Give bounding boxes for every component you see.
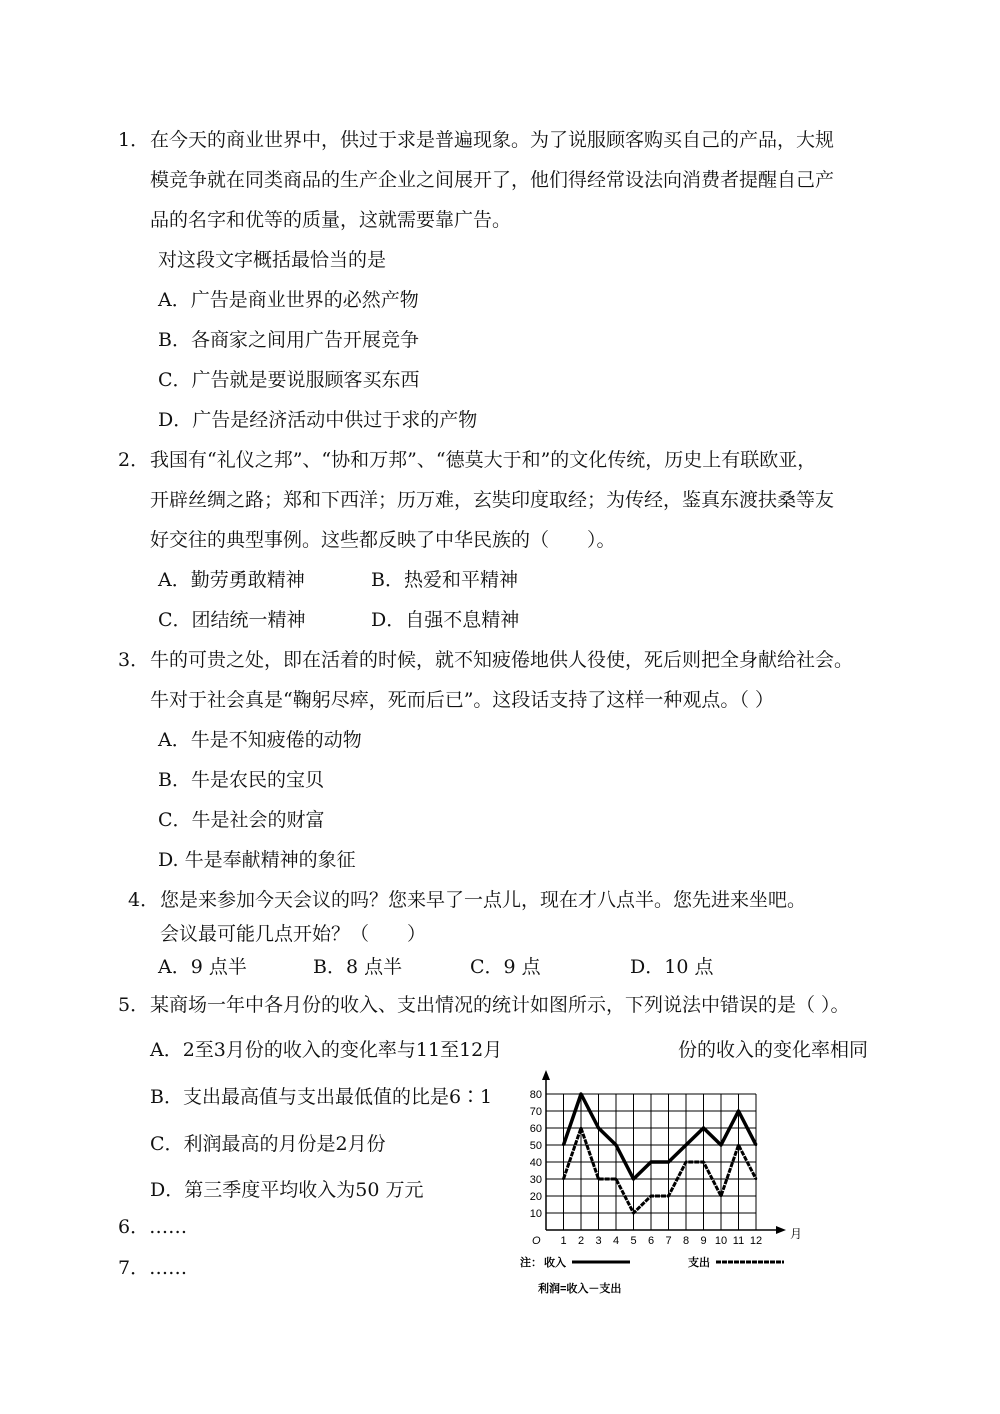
y-tick-label: 70 [529, 1106, 542, 1118]
q5-option-a-right: 份的收入的变化率相同 [678, 1039, 869, 1061]
q2-line-2: 开辟丝绸之路；郑和下西洋；历万难，玄奘印度取经；为传经，鉴真东渡扶桑等友 [150, 489, 835, 511]
y-axis-arrow [542, 1070, 550, 1080]
income-expense-chart [520, 1040, 820, 1300]
q4-option-b: B．8 点半 [313, 956, 403, 978]
legend-income-label: 收入 [544, 1257, 566, 1269]
q2-option-c: C．团结统一精神 [158, 609, 306, 631]
q5-stem: 某商场一年中各月份的收入、支出情况的统计如图所示，下列说法中错误的是（ ）。 [150, 994, 850, 1016]
expense-line [564, 1128, 757, 1213]
legend-prefix: 注： [520, 1257, 542, 1269]
origin-label: O [532, 1235, 541, 1247]
q2-line-3: 好交往的典型事例。这些都反映了中华民族的（ ）。 [150, 529, 616, 551]
expense-point [755, 1178, 757, 1180]
q1-line-2: 模竞争就在同类商品的生产企业之间展开了，他们得经常设法向消费者提醒自己产 [150, 169, 835, 191]
q7-placeholder: 7．…… [118, 1257, 188, 1279]
q5-option-d: D．第三季度平均收入为50 万元 [150, 1179, 424, 1201]
q6-placeholder: 6．…… [118, 1216, 188, 1238]
x-tick-label: 12 [749, 1235, 763, 1247]
income-point [562, 1144, 564, 1146]
x-tick-label: 3 [595, 1235, 602, 1247]
q1-option-c: C．广告就是要说服顾客买东西 [158, 369, 420, 391]
y-tick-label: 10 [529, 1208, 542, 1220]
q5-number: 5． [118, 994, 150, 1016]
income-point [650, 1161, 652, 1163]
q1-number: 1． [118, 129, 150, 151]
q2-number: 2． [118, 449, 150, 471]
income-line [564, 1094, 757, 1179]
income-point [667, 1161, 669, 1163]
income-point [615, 1144, 617, 1146]
q2-option-d: D．自强不息精神 [371, 609, 520, 631]
q4-option-d: D．10 点 [630, 956, 714, 978]
q2-option-b: B．热爱和平精神 [371, 569, 518, 591]
x-tick-label: 7 [665, 1235, 672, 1247]
q4-line-2: 会议最可能几点开始？（ ） [160, 923, 427, 945]
profit-note: 利润=收入－支出 [538, 1283, 622, 1295]
y-tick-label: 30 [529, 1174, 542, 1186]
expense-point [632, 1212, 634, 1214]
q1-option-d: D．广告是经济活动中供过于求的产物 [158, 409, 478, 431]
x-axis-label: 月 [790, 1227, 803, 1241]
expense-point [737, 1144, 739, 1146]
q3-option-b: B．牛是农民的宝贝 [158, 769, 324, 791]
y-tick-label: 20 [529, 1191, 542, 1203]
y-tick-label: 50 [529, 1140, 542, 1152]
x-tick-label: 10 [714, 1235, 728, 1247]
q3-option-c: C．牛是社会的财富 [158, 809, 325, 831]
x-tick-label: 11 [732, 1235, 745, 1247]
income-point [702, 1127, 704, 1129]
q5-option-b: B．支出最高值与支出最低值的比是6∶1 [150, 1086, 493, 1108]
expense-point [685, 1161, 687, 1163]
q1-prompt: 对这段文字概括最恰当的是 [158, 249, 387, 271]
x-tick-label: 9 [700, 1235, 707, 1247]
y-tick-label: 60 [529, 1123, 542, 1135]
income-point [720, 1144, 722, 1146]
q5-option-a-left: A．2至3月份的收入的变化率与11至12月 [150, 1039, 503, 1061]
legend-expense-label: 支出 [688, 1257, 710, 1269]
q1-option-b: B．各商家之间用广告开展竞争 [158, 329, 419, 351]
q4-line-1: 您是来参加今天会议的吗？您来早了一点儿，现在才八点半。您先进来坐吧。 [160, 889, 807, 911]
y-tick-label: 40 [529, 1157, 542, 1169]
income-point [597, 1127, 599, 1129]
x-tick-label: 1 [560, 1235, 567, 1247]
income-point [580, 1093, 582, 1095]
x-axis-arrow [776, 1226, 786, 1234]
expense-point [615, 1178, 617, 1180]
x-tick-label: 5 [630, 1235, 637, 1247]
q1-line-1: 在今天的商业世界中，供过于求是普遍现象。为了说服顾客购买自己的产品，大规 [150, 129, 835, 151]
q2-line-1: 我国有“礼仪之邦”、“协和万邦”、“德莫大于和”的文化传统，历史上有联欧亚， [150, 449, 817, 471]
expense-point [702, 1161, 704, 1163]
q3-option-a: A．牛是不知疲倦的动物 [158, 729, 362, 751]
expense-point [650, 1195, 652, 1197]
income-point [755, 1144, 757, 1146]
q3-line-2: 牛对于社会真是“鞠躬尽瘁，死而后已”。这段话支持了这样一种观点。（ ） [150, 689, 774, 711]
q1-option-a: A．广告是商业世界的必然产物 [158, 289, 419, 311]
q1-line-3: 品的名字和优等的质量，这就需要靠广告。 [150, 209, 512, 231]
x-tick-label: 8 [682, 1235, 690, 1247]
y-tick-label: 80 [529, 1089, 542, 1101]
x-tick-label: 4 [612, 1235, 620, 1247]
q2-option-a: A．勤劳勇敢精神 [158, 569, 305, 591]
q3-number: 3． [118, 649, 150, 671]
q3-option-d: D. 牛是奉献精神的象征 [158, 849, 356, 871]
x-tick-label: 2 [577, 1235, 585, 1247]
q4-option-a: A．9 点半 [158, 956, 247, 978]
income-point [737, 1110, 739, 1112]
expense-point [580, 1127, 582, 1129]
expense-point [667, 1195, 669, 1197]
q3-line-1: 牛的可贵之处，即在活着的时候，就不知疲倦地供人役使，死后则把全身献给社会。 [150, 649, 854, 671]
expense-point [720, 1195, 722, 1197]
expense-point [597, 1178, 599, 1180]
expense-point [562, 1178, 564, 1180]
x-tick-label: 6 [647, 1235, 655, 1247]
income-point [632, 1178, 634, 1180]
q4-number: 4． [128, 889, 160, 911]
q4-option-c: C．9 点 [470, 956, 541, 978]
q5-option-c: C．利润最高的月份是2月份 [150, 1133, 386, 1155]
income-point [685, 1144, 687, 1146]
